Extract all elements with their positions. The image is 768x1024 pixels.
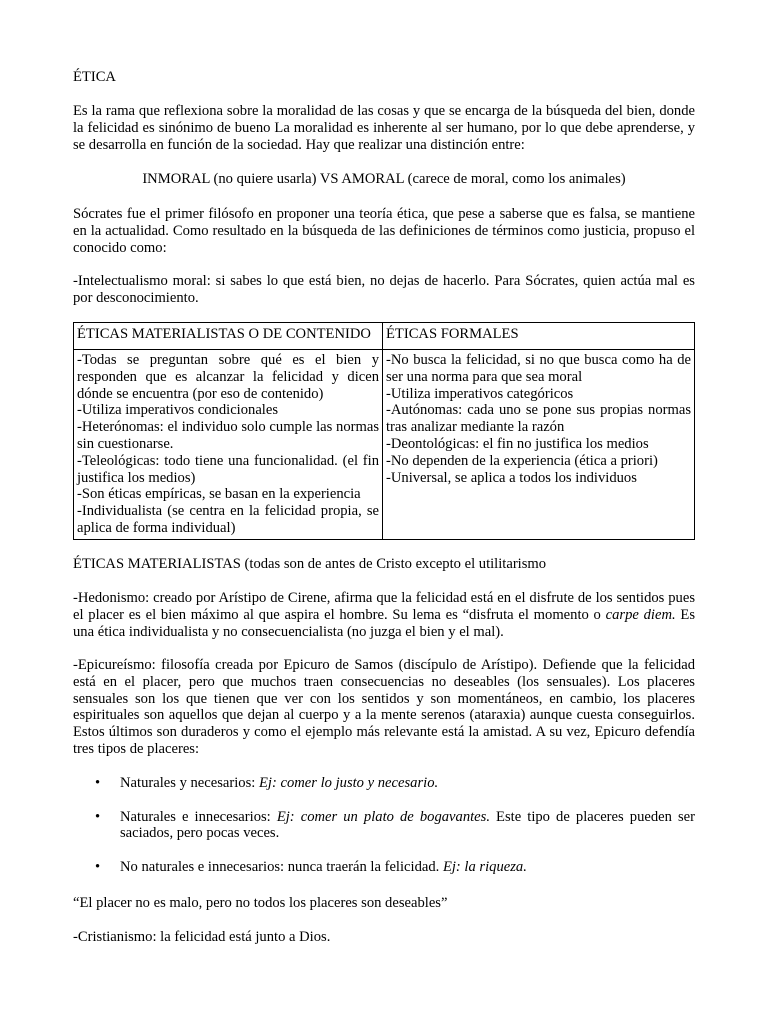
material-item: -Son éticas empíricas, se basan en la experiencia [77, 486, 361, 503]
pleasure-example: Ej: comer lo justo y necesario. [259, 775, 439, 791]
hedonism-text-end: Es una ética individualista y no consecuencialista (no juzga el bien y el mal). [73, 606, 695, 640]
intro-paragraph: Es la rama que reflexiona sobre la moralidad de las cosas y que se encarga de la búsqueda del bien, donde la felicidad es sinónimo de bueno La moralidad es inherente al ser humano, por lo que debe aprenderse, y se desarrolla en función de la sociedad. Hay que realizar una distinción entre: [73, 103, 695, 153]
list-item [73, 809, 695, 843]
epicurus-quote: “El placer no es malo, pero no todos los placeres son deseables” [73, 895, 448, 911]
hedonism-paragraph [73, 590, 695, 640]
material-item: -Todas se preguntan sobre qué es el bien y responden que es alcanzar la felicidad y dicen dónde se encuentra (por eso de contenido) [77, 352, 379, 402]
material-item: -Utiliza imperativos condicionales [77, 402, 279, 419]
pleasure-text: Naturales y necesarios: [120, 775, 259, 791]
material-item: -Individualista (se centra en la felicidad propia, se aplica de forma individual) [77, 503, 379, 536]
list-item [73, 859, 695, 876]
table-header-formal: ÉTICAS FORMALES [383, 323, 695, 350]
pleasure-text: No naturales e innecesarios: nunca traerán la felicidad. [120, 858, 443, 875]
formal-item: -No dependen de la experiencia (ética a priori) [386, 452, 658, 469]
table-header-row [74, 323, 695, 350]
pleasure-text-end: Este tipo de placeres pueden ser saciados, pero pocas veces. [120, 808, 696, 842]
distinction-line: INMORAL (no quiere usarla) VS AMORAL (carece de moral, como los animales) [142, 171, 626, 187]
material-item: -Heterónomas: el individuo solo cumple las normas sin cuestionarse. [77, 419, 379, 452]
formal-item: -Utiliza imperativos categóricos [386, 385, 574, 402]
pleasures-list [73, 775, 695, 893]
hedonism-text: -Hedonismo: creado por Arístipo de Cirene, afirma que la felicidad está en el disfrute de los sentidos pues el placer es el bien máximo al que aspira el hombre. Su lema es “disfruta el momento o [73, 590, 695, 623]
document-heading: ÉTICA [73, 69, 116, 85]
formal-item: -Deontológicas: el fin no justifica los medios [386, 435, 649, 452]
table-header-material: ÉTICAS MATERIALISTAS O DE CONTENIDO [74, 323, 383, 350]
list-item [73, 775, 695, 792]
ethics-comparison-table [73, 322, 695, 540]
material-item: -Teleológicas: todo tiene una funcionalidad. (el fin justifica los medios) [77, 452, 379, 486]
christianity-paragraph: -Cristianismo: la felicidad está junto a Dios. [73, 929, 331, 945]
table-row [74, 350, 695, 540]
pleasure-example: Ej: la riqueza. [442, 858, 527, 875]
formal-ethics-cell [383, 350, 695, 540]
hedonism-italic: carpe diem. [605, 606, 676, 623]
materialist-section-title: ÉTICAS MATERIALISTAS (todas son de antes de Cristo excepto el utilitarismo [73, 556, 547, 572]
formal-item: -No busca la felicidad, si no que busca como ha de ser una norma para que sea moral [386, 352, 691, 385]
intellectualism-paragraph: -Intelectualismo moral: si sabes lo que está bien, no dejas de hacerlo. Para Sócrates, quien actúa mal es por desconocimiento. [73, 273, 695, 306]
pleasure-example: Ej: comer un plato de bogavantes. [276, 808, 490, 825]
formal-item: -Universal, se aplica a todos los individuos [386, 469, 637, 486]
formal-item: -Autónomas: cada uno se pone sus propias normas tras analizar mediante la razón [386, 402, 691, 436]
bullet-icon: • [95, 858, 101, 875]
socrates-paragraph: Sócrates fue el primer filósofo en proponer una teoría ética, que pese a saberse que es falsa, se mantiene en la actualidad. Como resultado en la búsqueda de las definiciones de términos como justicia, propuso el conocido como: [73, 206, 695, 256]
bullet-icon: • [95, 775, 101, 791]
epicureanism-paragraph: -Epicureísmo: filosofía creada por Epicuro de Samos (discípulo de Arístipo). Defiende que la felicidad está en el placer, pero que muchos traen consecuencias no deseables (los sensuales). Los placeres sensuales son los que tienen que ver con los sentidos y son momentáneos, en cambio, los placeres espirituales son aquellos que dejan al cuerpo y a la mente serenos (ataraxia) aunque cuesta conseguirlos. Estos últimos son duraderos y como el ejemplo más relevante está la amistad. A su vez, Epicuro defendía tres tipos de placeres: [73, 657, 695, 757]
bullet-icon: • [95, 808, 101, 825]
material-ethics-cell [74, 350, 383, 540]
pleasure-text: Naturales e innecesarios: [120, 808, 277, 825]
